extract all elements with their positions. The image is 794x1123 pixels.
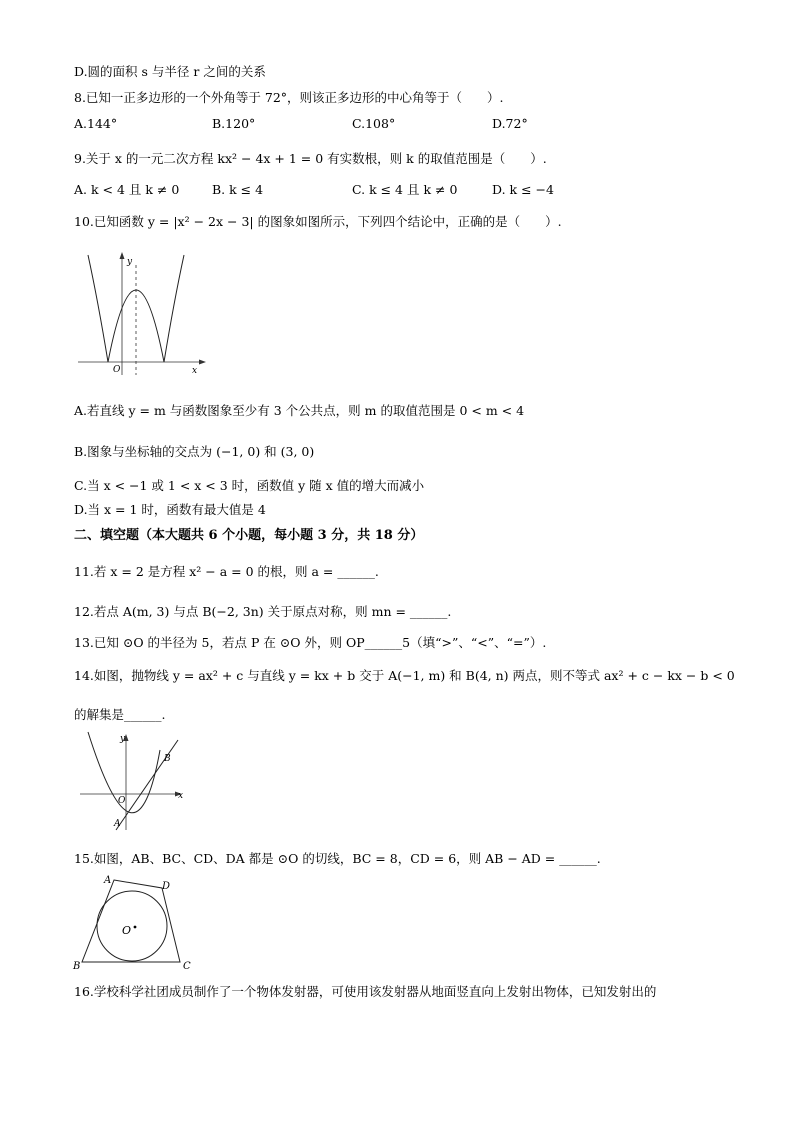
q14-figure bbox=[78, 730, 190, 832]
q14-label-b: B bbox=[164, 754, 171, 764]
q15-label-c: C bbox=[183, 961, 191, 972]
q15-quadrilateral bbox=[82, 880, 180, 962]
q10-y-axis-arrow bbox=[120, 252, 125, 259]
q8-option-b: B.120° bbox=[212, 116, 256, 131]
q14-label-x: x bbox=[178, 791, 184, 801]
q15-stem: 15.如图，AB、BC、CD、DA 都是 ⊙O 的切线，BC = 8，CD = 6，则 AB − AD = ______. bbox=[74, 851, 601, 866]
q15-label-o: O bbox=[122, 924, 132, 937]
q15-label-d: D bbox=[162, 881, 171, 892]
q15-center-dot bbox=[134, 926, 137, 929]
q8-option-a: A.144° bbox=[74, 116, 118, 131]
q10-label-x: x bbox=[192, 366, 198, 376]
q10-option-c: C.当 x < −1 或 1 < x < 3 时，函数值 y 随 x 值的增大而减小 bbox=[74, 478, 425, 493]
q15-figure bbox=[70, 872, 200, 972]
q8-option-d: D.72° bbox=[492, 116, 528, 131]
q12: 12.若点 A(m, 3) 与点 B(−2, 3n) 关于原点对称，则 mn = ______. bbox=[74, 604, 452, 619]
q9-option-a: A. k < 4 且 k ≠ 0 bbox=[74, 182, 180, 197]
q9-option-d: D. k ≤ −4 bbox=[492, 182, 554, 197]
q15-label-b: B bbox=[73, 961, 81, 972]
q11: 11.若 x = 2 是方程 x² − a = 0 的根，则 a = ______. bbox=[74, 564, 379, 579]
q10-figure bbox=[78, 250, 208, 376]
q14-label-a: A bbox=[114, 819, 121, 829]
q10-option-b: B.图象与坐标轴的交点为 (−1, 0) 和 (3, 0) bbox=[74, 444, 315, 459]
q14-label-y: y bbox=[120, 734, 126, 744]
q10-option-a: A.若直线 y = m 与函数图象至少有 3 个公共点，则 m 的取值范围是 0 < m < 4 bbox=[74, 403, 525, 418]
q10-label-y: y bbox=[127, 257, 133, 267]
q14-stem: 14.如图，抛物线 y = ax² + c 与直线 y = kx + b 交于 A(−1, m) 和 B(4, n) 两点，则不等式 ax² + c − kx − b < 0 bbox=[74, 668, 735, 683]
q8-stem: 8.已知一正多边形的一个外角等于 72°，则该正多边形的中心角等于（ ）. bbox=[74, 90, 504, 105]
q14-stem-continued: 的解集是______. bbox=[74, 707, 166, 722]
q10-stem: 10.已知函数 y = |x² − 2x − 3| 的图象如图所示，下列四个结论中，正确的是（ ）. bbox=[74, 214, 562, 229]
q15-circle bbox=[97, 891, 167, 961]
q16-stem: 16.学校科学社团成员制作了一个物体发射器，可使用该发射器从地面竖直向上发射出物体，已知发射出的 bbox=[74, 984, 657, 999]
q10-label-origin: O bbox=[113, 365, 121, 375]
q10-curve-right-branch bbox=[164, 255, 184, 362]
section2-title: 二、填空题（本大题共 6 个小题，每小题 3 分，共 18 分） bbox=[74, 528, 424, 543]
q9-option-c: C. k ≤ 4 且 k ≠ 0 bbox=[352, 182, 458, 197]
q10-x-axis-arrow bbox=[199, 360, 206, 365]
q7-option-d: D.圆的面积 s 与半径 r 之间的关系 bbox=[74, 64, 266, 79]
q13: 13.已知 ⊙O 的半径为 5，若点 P 在 ⊙O 外，则 OP______5（填“>”、“<”、“=”）. bbox=[74, 635, 547, 650]
q10-option-d: D.当 x = 1 时，函数有最大值是 4 bbox=[74, 502, 266, 517]
q8-option-c: C.108° bbox=[352, 116, 396, 131]
q15-label-a: A bbox=[104, 875, 112, 886]
q14-label-o: O bbox=[118, 796, 126, 806]
q10-curve-left-branch bbox=[88, 255, 108, 362]
q9-stem: 9.关于 x 的一元二次方程 kx² − 4x + 1 = 0 有实数根，则 k 的取值范围是（ ）. bbox=[74, 151, 547, 166]
q9-option-b: B. k ≤ 4 bbox=[212, 182, 264, 197]
